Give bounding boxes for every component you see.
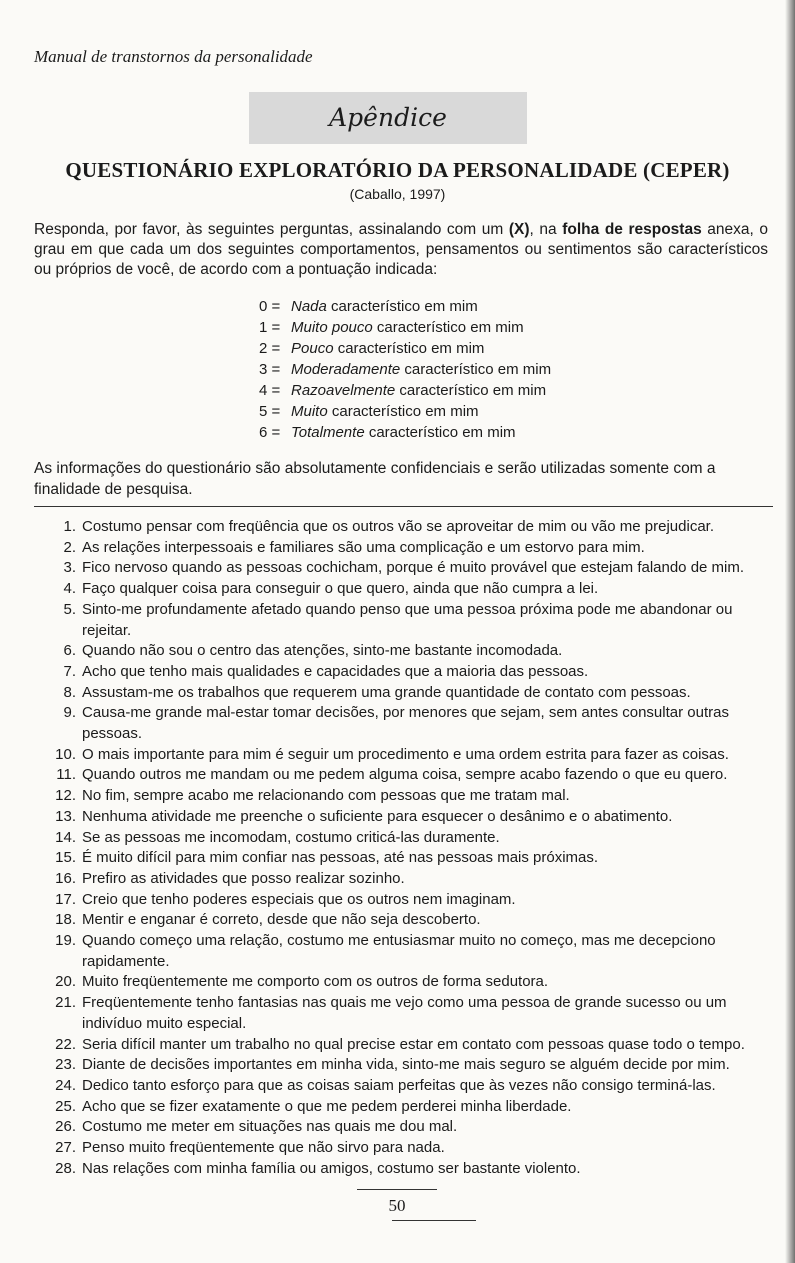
- question-item: [46, 1035, 776, 1056]
- scale-term: Nada: [291, 298, 327, 315]
- scale-term: Muito pouco: [291, 319, 373, 336]
- question-item: [46, 538, 776, 559]
- question-number: 16.: [55, 869, 76, 887]
- confidentiality-note: As informações do questionário são absolutamente confidenciais e serão utilizadas somente com a finalidade de pesquisa.: [34, 460, 716, 498]
- scale-row: [259, 380, 659, 401]
- question-number: 19.: [55, 932, 76, 950]
- question-number: 3.: [63, 559, 76, 577]
- question-item: [46, 1076, 776, 1097]
- question-number: 9.: [63, 704, 76, 722]
- question-text: Se as pessoas me incomodam, costumo criticá-las duramente.: [82, 828, 500, 846]
- question-number: 15.: [55, 849, 76, 867]
- scale-row: [259, 317, 659, 338]
- instructions-text-1: Responda, por favor, às seguintes perguntas, assinalando com um: [34, 221, 509, 238]
- question-item: [46, 1055, 776, 1076]
- document-title: QUESTIONÁRIO EXPLORATÓRIO DA PERSONALIDADE (CEPER): [65, 158, 730, 182]
- question-number: 14.: [55, 828, 76, 846]
- question-item: [46, 745, 776, 766]
- instructions-mark: (X): [508, 221, 530, 238]
- question-number: 11.: [56, 766, 76, 784]
- question-number: 10.: [55, 745, 76, 763]
- question-number: 21.: [55, 994, 76, 1012]
- question-number: 18.: [55, 911, 76, 929]
- question-text: Quando começo uma relação, costumo me entusiasmar muito no começo, mas me decepciono rapidamente.: [82, 932, 716, 970]
- question-text: Penso muito freqüentemente que não sirvo para nada.: [82, 1139, 445, 1157]
- question-item: [46, 600, 776, 641]
- question-item: [46, 910, 776, 931]
- question-item: [46, 1138, 776, 1159]
- question-item: [46, 703, 776, 744]
- question-text: Nas relações com minha família ou amigos, costumo ser bastante violento.: [82, 1159, 581, 1177]
- question-item: [46, 869, 776, 890]
- scale-value: 5 =: [259, 403, 281, 420]
- question-text: É muito difícil para mim confiar nas pessoas, até nas pessoas mais próximas.: [82, 849, 599, 867]
- question-item: [46, 641, 776, 662]
- question-item: [46, 972, 776, 993]
- question-text: No fim, sempre acabo me relacionando com pessoas que me tratam mal.: [82, 787, 570, 805]
- question-item: [46, 558, 776, 579]
- scale-description: característico em mim: [395, 382, 547, 399]
- question-text: Creio que tenho poderes especiais que os outros nem imaginam.: [82, 890, 516, 908]
- question-item: [46, 828, 776, 849]
- scale-row: [259, 296, 659, 317]
- question-text: Seria difícil manter um trabalho no qual precise estar em contato com pessoas quase todo o tempo.: [82, 1035, 745, 1053]
- question-number: 7.: [63, 662, 76, 680]
- scale-value: 0 =: [259, 298, 281, 315]
- question-text: Quando não sou o centro das atenções, sinto-me bastante incomodada.: [82, 642, 563, 660]
- scale-description: característico em mim: [333, 340, 485, 357]
- section-divider: [34, 506, 773, 507]
- question-number: 20.: [55, 973, 76, 991]
- scale-row: [259, 401, 659, 422]
- question-number: 4.: [63, 580, 76, 598]
- question-text: Nenhuma atividade me preenche o suficiente para esquecer o desânimo e o abatimento.: [82, 807, 673, 825]
- question-number: 17.: [55, 890, 76, 908]
- question-text: O mais importante para mim é seguir um procedimento e uma ordem estrita para fazer as coisas.: [82, 745, 729, 763]
- scale-term: Pouco: [291, 340, 334, 357]
- question-number: 2.: [63, 538, 76, 556]
- scale-row: [259, 422, 659, 443]
- question-item: [46, 517, 776, 538]
- question-item: [46, 993, 776, 1034]
- scale-description: característico em mim: [372, 319, 524, 336]
- page-number: 50: [388, 1196, 406, 1215]
- scale-value: 2 =: [259, 340, 281, 357]
- running-header: Manual de transtornos da personalidade: [34, 47, 313, 66]
- instructions-answer-sheet: folha de respostas: [562, 221, 702, 238]
- question-number: 5.: [63, 600, 76, 618]
- question-text: Assustam-me os trabalhos que requerem uma grande quantidade de contato com pessoas.: [82, 683, 691, 701]
- question-item: [46, 890, 776, 911]
- scale-description: característico em mim: [326, 298, 478, 315]
- question-list: [46, 517, 776, 1180]
- question-text: Fico nervoso quando as pessoas cochicham, porque é muito provável que estejam falando de mim.: [82, 559, 745, 577]
- question-item: [46, 1117, 776, 1138]
- question-number: 6.: [63, 642, 76, 660]
- scale-term: Totalmente: [291, 424, 365, 441]
- question-item: [46, 1159, 776, 1180]
- footer-rule-bottom: [392, 1220, 476, 1221]
- question-item: [46, 931, 776, 972]
- question-number: 24.: [55, 1076, 76, 1094]
- question-text: Freqüentemente tenho fantasias nas quais me vejo como uma pessoa de grande sucesso ou um indivíduo muito especial.: [82, 994, 727, 1032]
- scale-description: característico em mim: [400, 361, 552, 378]
- scale-value: 4 =: [259, 382, 281, 399]
- instructions-text-3: anexa, o grau em que cada um dos seguintes comportamentos, pensamentos ou sentimentos são característicos ou próprios de você, de acordo com a pontuação indicada:: [34, 221, 769, 278]
- scale-term: Razoavelmente: [291, 382, 396, 399]
- question-item: [46, 683, 776, 704]
- scale-row: [259, 338, 659, 359]
- question-number: 28.: [55, 1159, 76, 1177]
- scale-value: 6 =: [259, 424, 281, 441]
- scale-value: 1 =: [259, 319, 281, 336]
- question-text: As relações interpessoais e familiares são uma complicação e um estorvo para mim.: [82, 538, 645, 556]
- question-number: 13.: [55, 807, 76, 825]
- question-text: Dedico tanto esforço para que as coisas saiam perfeitas que às vezes não consigo terminá-las.: [82, 1076, 716, 1094]
- question-item: [46, 579, 776, 600]
- question-item: [46, 765, 776, 786]
- question-number: 26.: [55, 1118, 76, 1136]
- question-text: Causa-me grande mal-estar tomar decisões, por menores que sejam, sem antes consultar outras pessoas.: [82, 704, 729, 743]
- question-text: Faço qualquer coisa para conseguir o que quero, ainda que não cumpra a lei.: [82, 580, 599, 598]
- question-number: 27.: [55, 1139, 76, 1157]
- question-item: [46, 848, 776, 869]
- question-text: Sinto-me profundamente afetado quando penso que uma pessoa próxima pode me abandonar ou rejeitar.: [82, 600, 733, 639]
- scale-value: 3 =: [259, 361, 281, 378]
- rating-scale: [259, 296, 659, 443]
- question-item: [46, 807, 776, 828]
- question-number: 23.: [55, 1056, 76, 1074]
- scale-description: característico em mim: [327, 403, 479, 420]
- instructions-text-2: , na: [529, 221, 563, 238]
- question-text: Costumo me meter em situações nas quais me dou mal.: [82, 1118, 458, 1136]
- question-item: [46, 662, 776, 683]
- question-text: Acho que se fizer exatamente o que me pedem perderei minha liberdade.: [82, 1097, 572, 1115]
- question-number: 22.: [55, 1035, 76, 1053]
- question-text: Acho que tenho mais qualidades e capacidades que a maioria das pessoas.: [82, 662, 589, 680]
- question-number: 8.: [63, 683, 76, 701]
- question-item: [46, 1097, 776, 1118]
- appendix-heading: Apêndice: [249, 92, 527, 144]
- question-number: 1.: [63, 518, 76, 535]
- question-item: [46, 786, 776, 807]
- scale-term: Moderadamente: [291, 361, 401, 378]
- question-text: Prefiro as atividades que posso realizar sozinho.: [82, 869, 405, 887]
- question-text: Costumo pensar com freqüência que os outros vão se aproveitar de mim ou vão me prejudicar.: [82, 518, 714, 535]
- question-text: Muito freqüentemente me comporto com os outros de forma sedutora.: [82, 973, 549, 991]
- question-text: Mentir e enganar é correto, desde que não seja descoberto.: [82, 911, 481, 929]
- instructions-paragraph: [34, 220, 768, 280]
- scale-row: [259, 359, 659, 380]
- scale-term: Muito: [291, 403, 328, 420]
- footer-rule-top: [357, 1189, 437, 1190]
- question-text: Diante de decisões importantes em minha vida, sinto-me mais seguro se alguém decide por mim.: [82, 1056, 730, 1074]
- question-number: 12.: [55, 787, 76, 805]
- question-number: 25.: [55, 1097, 76, 1115]
- scale-description: característico em mim: [364, 424, 516, 441]
- document-subtitle: (Caballo, 1997): [349, 186, 446, 202]
- question-text: Quando outros me mandam ou me pedem alguma coisa, sempre acabo fazendo o que eu quero.: [82, 766, 728, 784]
